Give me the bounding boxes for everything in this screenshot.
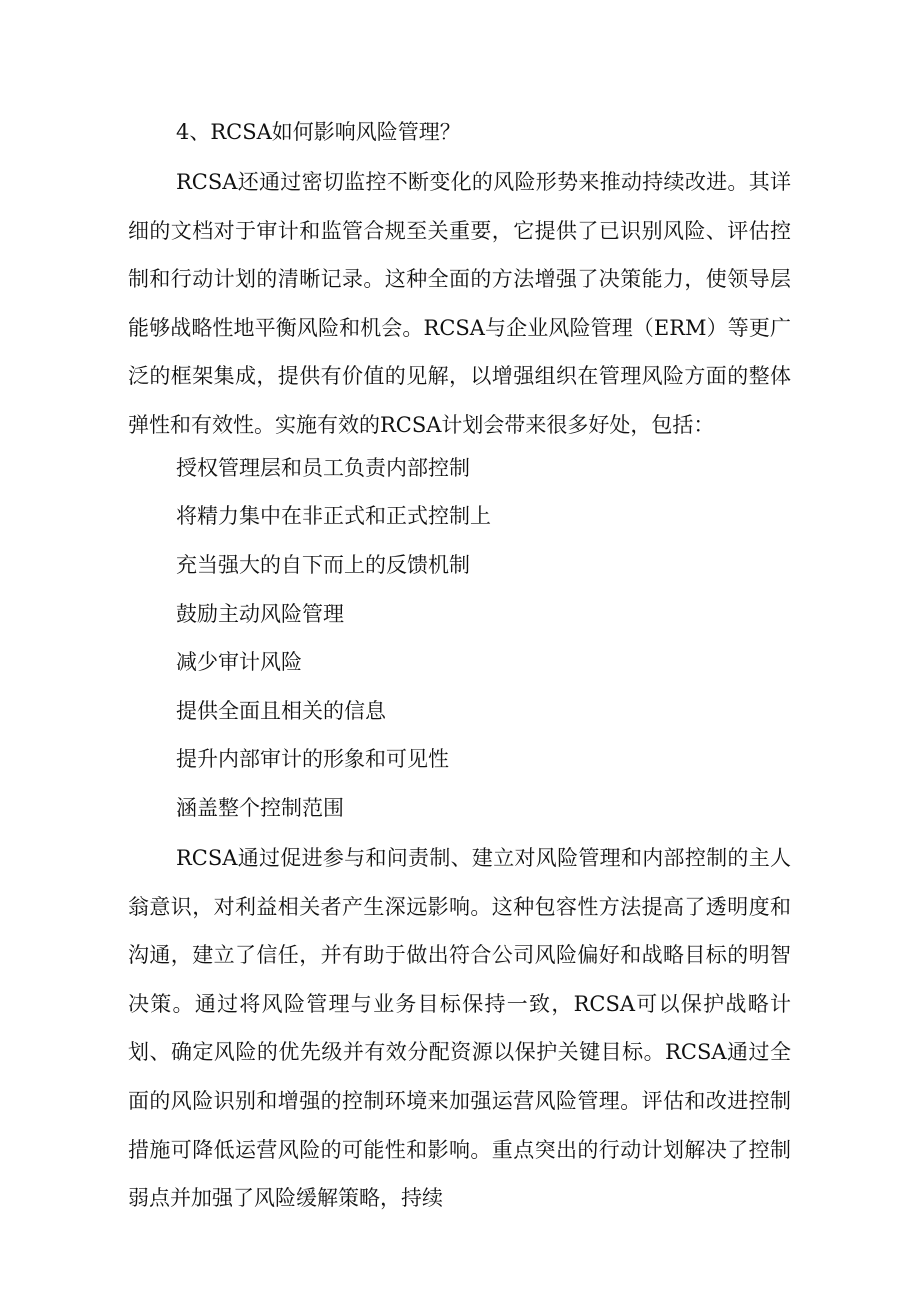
- benefit-item: 将精力集中在非正式和正式控制上: [176, 504, 491, 528]
- benefit-item: 提升内部审计的形象和可见性: [176, 747, 449, 771]
- impact-paragraph: RCSA通过促进参与和问责制、建立对风险管理和内部控制的主人翁意识，对利益相关者产生深远影响。这种包容性方法提高了透明度和沟通，建立了信任，并有助于做出符合公司风险偏好和战略目标的明智决策。通过将风险管理与业务目标保持一致，RCSA可以保护战略计划、确定风险的优先级并有效分配资源以保护关键目标。RCSA通过全面的风险识别和增强的控制环境来加强运营风险管理。评估和改进控制措施可降低运营风险的可能性和影响。重点突出的行动计划解决了控制弱点并加强了风险缓解策略，持续: [128, 846, 791, 1211]
- section-heading: 4、RCSA如何影响风险管理？: [176, 120, 461, 144]
- benefit-item: 减少审计风险: [176, 650, 302, 674]
- benefit-item: 充当强大的自下而上的反馈机制: [176, 553, 470, 577]
- benefit-item: 涵盖整个控制范围: [176, 796, 344, 820]
- benefit-item: 授权管理层和员工负责内部控制: [176, 456, 470, 480]
- benefit-item: 鼓励主动风险管理: [176, 602, 344, 626]
- intro-paragraph: RCSA还通过密切监控不断变化的风险形势来推动持续改进。其详细的文档对于审计和监管合规至关重要，它提供了已识别风险、评估控制和行动计划的清晰记录。这种全面的方法增强了决策能力，使领导层能够战略性地平衡风险和机会。RCSA与企业风险管理（ERM）等更广泛的框架集成，提供有价值的见解，以增强组织在管理风险方面的整体弹性和有效性。实施有效的RCSA计划会带来很多好处，包括：: [128, 170, 791, 437]
- benefit-item: 提供全面且相关的信息: [176, 699, 386, 723]
